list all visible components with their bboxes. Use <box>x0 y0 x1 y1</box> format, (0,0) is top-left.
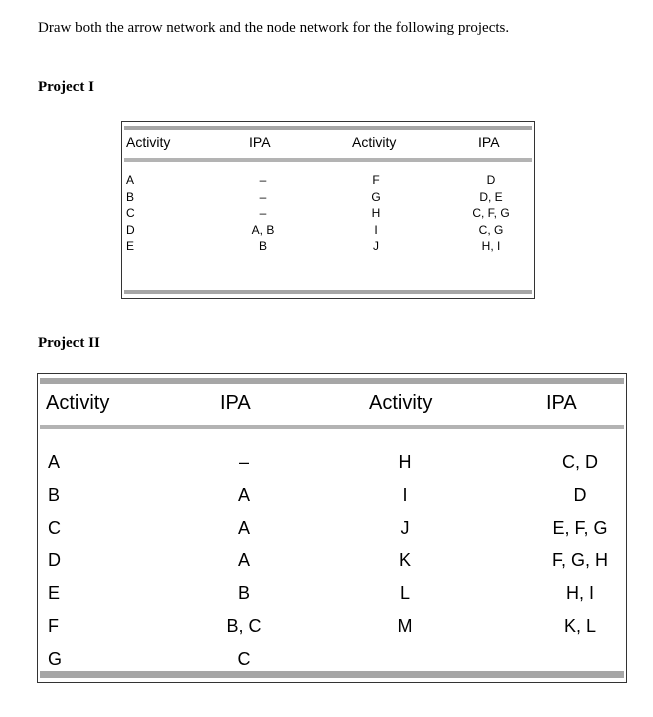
table-cell: D <box>126 222 135 237</box>
activity-right-column <box>388 446 422 643</box>
header-divider <box>124 158 532 162</box>
table-cell: B <box>48 484 61 505</box>
table-bottom-rule <box>40 671 624 678</box>
ipa-right-column <box>458 172 524 255</box>
table-cell: I <box>402 484 408 505</box>
header-ipa-right: IPA <box>478 134 500 150</box>
table-top-rule <box>40 378 624 384</box>
activity-left-column <box>48 446 62 676</box>
header-activity-right: Activity <box>369 392 433 414</box>
table-cell: – <box>259 173 267 187</box>
header-activity-right: Activity <box>352 134 397 150</box>
instruction-text: Draw both the arrow network and the node network for the following projects. <box>38 20 510 36</box>
table-cell: F <box>48 615 59 636</box>
table-top-rule <box>124 126 532 130</box>
table-cell: F, G, H <box>551 550 608 571</box>
table-cell: C <box>126 206 135 220</box>
table-cell: A <box>126 173 135 187</box>
table-cell: G <box>371 189 381 204</box>
table-cell: A <box>48 452 61 472</box>
table-bottom-rule <box>124 290 532 294</box>
table-cell: C <box>237 648 251 669</box>
ipa-left-column <box>238 172 288 255</box>
table-cell: C <box>48 517 61 538</box>
table-cell: B <box>126 189 135 204</box>
table-cell: A <box>237 517 250 538</box>
table-cell: J <box>373 239 379 253</box>
ipa-right-column <box>535 446 625 643</box>
table-cell: D <box>486 173 496 187</box>
table-cell: A, B <box>251 222 275 237</box>
header-activity-left: Activity <box>126 134 171 150</box>
table-cell: – <box>238 452 249 472</box>
table-cell: A <box>237 484 250 505</box>
header-ipa-left: IPA <box>249 134 271 150</box>
table-cell: D <box>573 484 587 505</box>
table-cell: I <box>374 222 378 237</box>
table-cell: C, G <box>478 222 504 237</box>
activity-left-column <box>126 172 135 255</box>
table-cell: E <box>48 583 61 604</box>
table-cell: J <box>400 517 410 538</box>
table-cell: H <box>398 452 412 472</box>
table-cell: E <box>126 239 135 253</box>
header-ipa-right: IPA <box>546 392 577 414</box>
table-cell: B <box>237 583 250 604</box>
table-cell: G <box>48 648 63 669</box>
table-cell: K <box>398 550 411 571</box>
table-cell: B, C <box>226 615 262 636</box>
table-cell: – <box>259 189 267 204</box>
project-1-table <box>121 121 535 299</box>
header-divider <box>40 425 624 429</box>
activity-right-column <box>361 172 391 255</box>
project-2-heading: Project II <box>38 335 100 351</box>
project-1-heading: Project I <box>38 79 94 95</box>
project-2-table <box>37 373 627 683</box>
table-cell: A <box>237 550 250 571</box>
table-cell: H, I <box>481 239 501 253</box>
table-cell: – <box>259 206 267 220</box>
table-cell: B <box>258 239 267 253</box>
table-cell: C, F, G <box>472 206 510 220</box>
table-cell: H, I <box>565 583 594 604</box>
table-cell: K, L <box>563 615 597 636</box>
table-cell: D <box>48 550 61 571</box>
table-cell: M <box>397 615 413 636</box>
table-cell: C, D <box>562 452 598 472</box>
table-cell: L <box>399 583 410 604</box>
table-cell: D, E <box>479 189 503 204</box>
header-activity-left: Activity <box>46 392 110 414</box>
ipa-left-column <box>214 446 274 676</box>
table-cell: H <box>371 206 381 220</box>
table-cell: F <box>372 173 380 187</box>
table-cell: E, F, G <box>552 517 608 538</box>
header-ipa-left: IPA <box>220 392 251 414</box>
